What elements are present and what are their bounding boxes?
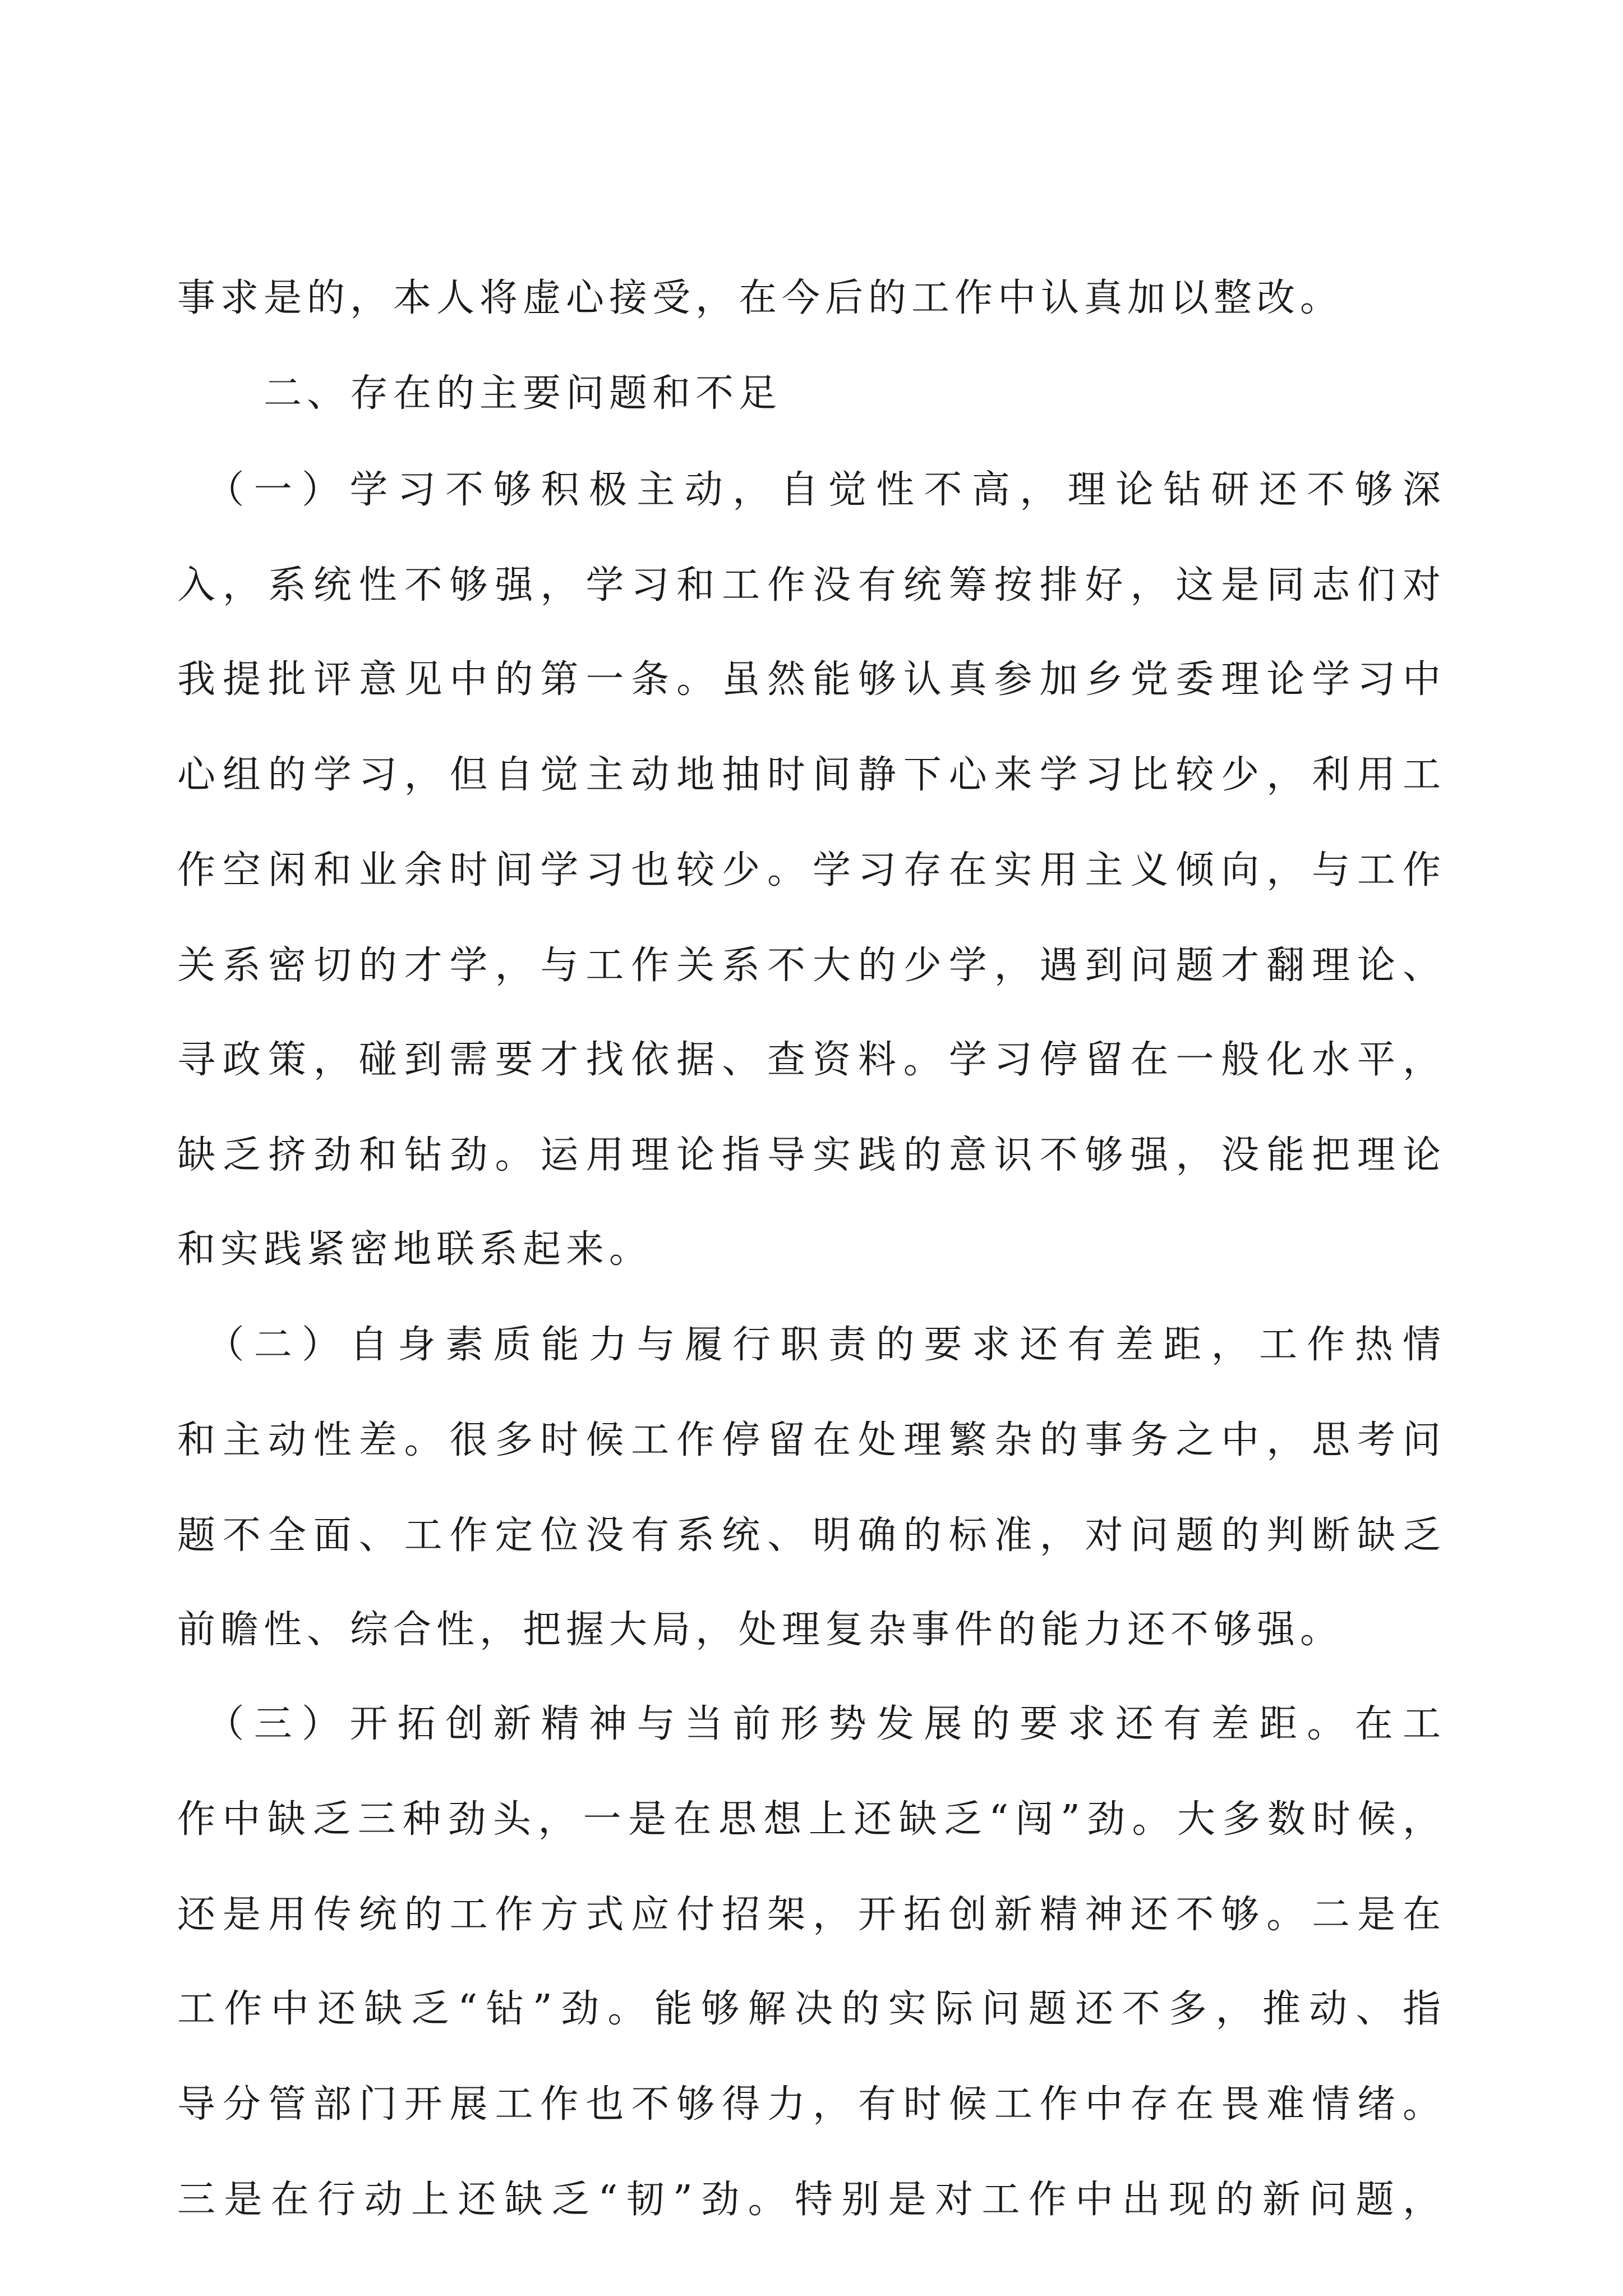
body-line: 三是在行动上还缺乏“韧”劲。特别是对工作中出现的新问题， [177,2178,1446,2222]
body-line: 寻政策，碰到需要才找依据、查资料。学习停留在一般化水平， [177,1038,1446,1082]
body-line: 工作中还缺乏“钻”劲。能够解决的实际问题还不多，推动、指 [177,1987,1446,2031]
body-line: 作中缺乏三种劲头，一是在思想上还缺乏“闯”劲。大多数时候， [177,1797,1446,1842]
body-line: 事求是的，本人将虚心接受，在今后的工作中认真加以整改。 [177,276,1344,320]
body-line: 心组的学习，但自觉主动地抽时间静下心来学习比较少，利用工 [177,753,1446,797]
body-line: 关系密切的才学，与工作关系不大的少学，遇到问题才翻理论、 [177,944,1446,988]
body-line: 缺乏挤劲和钻劲。运用理论指导实践的意识不够强，没能把理论 [177,1133,1446,1177]
body-line: 入，系统性不够强，学习和工作没有统筹按排好，这是同志们对 [177,563,1446,608]
body-line: 和实践紧密地联系起来。 [177,1227,653,1272]
section-heading: 二、存在的主要问题和不足 [177,371,782,416]
body-line: 作空闲和业余时间学习也较少。学习存在实用主义倾向，与工作 [177,848,1446,892]
body-line: （三）开拓创新精神与当前形势发展的要求还有差距。在工 [177,1702,1446,1746]
body-line: （一）学习不够积极主动，自觉性不高，理论钻研还不够深 [177,468,1446,512]
body-line: 导分管部门开展工作也不够得力，有时候工作中存在畏难情绪。 [177,2082,1446,2127]
body-line: 前瞻性、综合性，把握大局，处理复杂事件的能力还不够强。 [177,1608,1344,1652]
body-line: 我提批评意见中的第一条。虽然能够认真参加乡党委理论学习中 [177,657,1446,702]
body-line: （二）自身素质能力与履行职责的要求还有差距，工作热情 [177,1323,1446,1367]
body-line: 和主动性差。很多时候工作停留在处理繁杂的事务之中，思考问 [177,1418,1446,1462]
body-line: 还是用传统的工作方式应付招架，开拓创新精神还不够。二是在 [177,1893,1446,1937]
body-line: 题不全面、工作定位没有系统、明确的标准，对问题的判断缺乏 [177,1513,1446,1558]
